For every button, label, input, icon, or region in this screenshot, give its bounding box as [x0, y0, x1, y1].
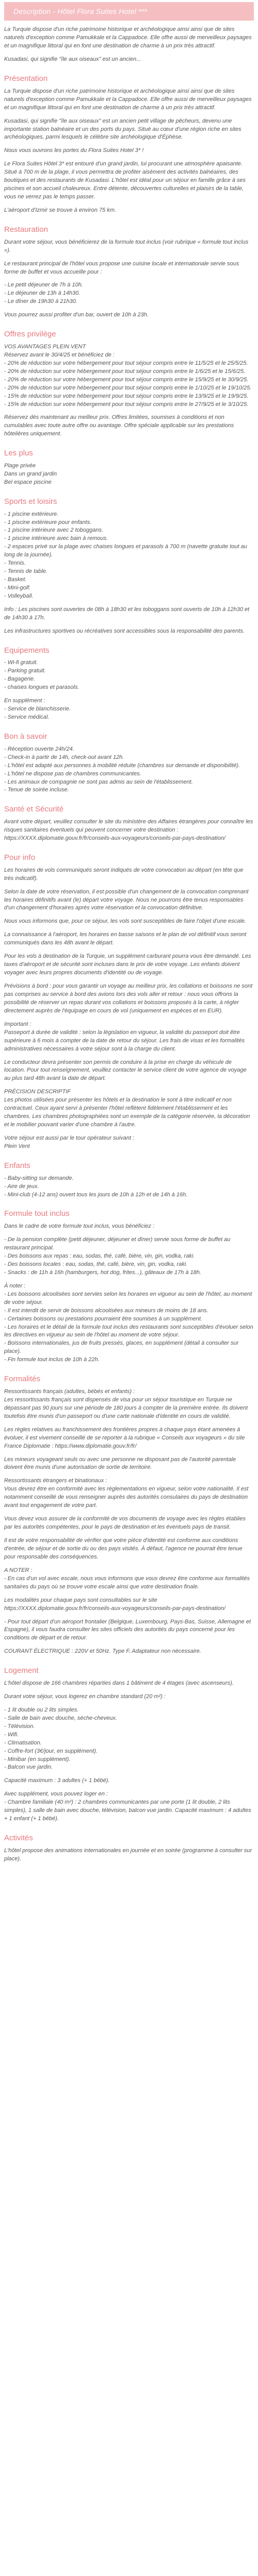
restauration-paragraph: Le restaurant principal de l'hôtel vous propose une cuisine locale et internationale servie sous forme de buffet et vous accueille pour :: [4, 260, 239, 275]
formalites-paragraph: Vous devez vous assurer de la conformité de vos documents de voyage avec les règles établies par les autorités compétentes, pour le pays de destination et les éventuels pays de transit.: [4, 1516, 246, 1531]
section-title: Les plus: [4, 449, 33, 458]
logement-paragraph: Durant votre séjour, vous logerez en chambre standard (20 m²) :: [4, 1693, 166, 1700]
formalites-section: [4, 1374, 254, 1656]
equipements-list: [4, 659, 254, 692]
sports-paragraph: Les infrastructures sportives ou récréatives sont accessibles sous la responsabilité des parents.: [4, 628, 245, 634]
equipements-extra-list: [4, 705, 254, 722]
plus-section: [4, 448, 254, 487]
offres-paragraph: Réservez dès maintenant au meilleur prix. Offres limitées, soumises à conditions et non cumulables avec toute autre offre ou avantage. Offre spéciale applicable sur les prestations hôtelières uniquement.: [4, 414, 234, 437]
list-item: - Tennis.: [4, 560, 26, 567]
enfants-list: [4, 1175, 254, 1199]
list-item: - De la pension complète (petit déjeuner, déjeuner et dîner) servie sous forme de buffet au restaurant principal.: [4, 1236, 231, 1251]
formule-paragraph: Dans le cadre de votre formule tout inclus, vous bénéficiez :: [4, 1223, 155, 1230]
list-item: - L'hôtel ne dispose pas de chambres communicantes.: [4, 770, 141, 777]
list-item: - Certaines boissons ou prestations pourraient être soumises à un supplément.: [4, 1315, 202, 1322]
info-paragraph: PRÉCISION DESCRIPTIF: [4, 1089, 71, 1095]
list-item: - Wi-fi gratuit.: [4, 659, 38, 666]
list-item: - Check-in à partir de 14h, check-out avant 12h.: [4, 754, 124, 760]
info-paragraph: Important :: [4, 1021, 31, 1027]
list-item: - Volleyball.: [4, 592, 34, 599]
activites-section: [4, 1833, 254, 1863]
list-item: - Des boissons aux repas : eau, sodas, thé, café, bière, vin, gin, vodka, raki.: [4, 1253, 195, 1260]
list-item: - Fin formule tout inclus de 10h à 22h.: [4, 1357, 100, 1363]
sante-paragraph: Avant votre départ, veuillez consulter le site du ministère des Affaires étrangères pour connaître les risques sanitaires éventuels qui peuvent concerner votre destination : https://XXXX.diplomatie.gouv.fr/fr/conseils-aux-voyageurs/conseils-par-pays-destination/: [4, 819, 253, 842]
list-item: - Salle de bain avec douche, sèche-cheveux.: [4, 1715, 117, 1721]
section-title: Activités: [4, 1834, 33, 1843]
list-item: - Basket.: [4, 577, 27, 583]
info-paragraph: Votre séjour est aussi par le tour opérateur suivant :: [4, 1135, 135, 1142]
list-item: Dans un grand jardin: [4, 470, 57, 477]
list-item: - Il est interdit de servir de boissons alcoolisées aux mineurs de moins de 18 ans.: [4, 1307, 208, 1314]
section-title: Pour info: [4, 853, 36, 862]
section-title: Présentation: [4, 74, 48, 83]
equipements-paragraph: En supplément :: [4, 698, 45, 704]
formule-paragraph: À noter :: [4, 1282, 26, 1289]
list-item: - Le dîner de 19h30 à 21h30.: [4, 298, 77, 305]
description-paragraph: Kusadasi, qui signifie "île aux oiseaux" est un ancien...: [4, 56, 141, 63]
restauration-paragraph: Durant votre séjour, vous bénéficierez de la formule tout inclus (voir rubrique « formule tout inclus »).: [4, 239, 249, 253]
enfants-section: [4, 1160, 254, 1199]
list-item: - Le déjeuner de 13h à 14h30.: [4, 290, 80, 297]
meal-list: [4, 281, 254, 306]
section-title: Santé et Sécurité: [4, 805, 64, 814]
list-item: - 1 piscine intérieure avec bain à remous.: [4, 535, 108, 542]
list-item: - Mini-club (4-12 ans) ouvert tous les jours de 10h à 12h et de 14h à 16h.: [4, 1191, 188, 1198]
list-item: - 1 piscine intérieure avec 2 toboggans.: [4, 527, 104, 534]
formalites-paragraph: Les ressortissants français sont dispensés de visa pour un séjour touristique en Turquie ne dépassant pas 90 jours sur une période de 180 jours à compter de la première entrée. Ils doivent toutefois être munis d'un passeport ou d'une carte nationale d'identité en cours de validité.: [4, 1396, 248, 1419]
restauration-paragraph: Vous pourrez aussi profiter d'un bar, ouvert de 10h à 23h.: [4, 312, 149, 318]
info-paragraph: La connaissance à l'aéroport, les horaires en basse saisons et le plan de vol définitif vous seront communiqués dans les 48h avant le départ.: [4, 931, 247, 946]
list-item: - Snacks : de 11h à 16h (hamburgers, hot dog, frites...), gâteaux de 17h à 18h.: [4, 1269, 201, 1276]
presentation-paragraph: L'aéroport d'Izmir se trouve à environ 75 km.: [4, 207, 116, 214]
list-item: - Baby-sitting sur demande.: [4, 1175, 74, 1181]
equipements-section: [4, 645, 254, 722]
sports-list: [4, 511, 254, 601]
list-item: - Télévision.: [4, 1723, 35, 1730]
list-item: - Réception ouverte 24h/24.: [4, 745, 74, 752]
list-item: - 15% de réduction sur votre hébergement pour tout séjour compris entre le 27/9/25 et le 3/10/25.: [4, 401, 249, 408]
list-item: - 15% de réduction sur votre hébergement pour tout séjour compris entre le 13/9/25 et le 19/9/25.: [4, 393, 249, 399]
offres-section: [4, 329, 254, 438]
info-paragraph: Passeport à durée de validité : selon la législation en vigueur, la validité du passeport doit être supérieure à 6 mois à compter de la date de retour du séjour. Les frais de visas et les formalités administratives nécessaires à votre séjour sont à la charge du client.: [4, 1029, 245, 1052]
formule-notes-list: [4, 1291, 254, 1364]
list-item: - Mini-golf.: [4, 585, 31, 591]
section-title: Formalités: [4, 1375, 41, 1384]
list-item: - 20% de réduction sur votre hébergement pour tout séjour compris entre le 11/5/25 et le 25/5/25.: [4, 360, 248, 366]
list-item: - Wifi.: [4, 1731, 19, 1738]
formule-list: [4, 1236, 254, 1277]
list-item: - Minibar (en supplément).: [4, 1756, 71, 1762]
info-paragraph: Les photos utilisées pour présenter les hôtels et la destination le sont à titre indicatif et non contractuel. Ceux ayant servi à présenter l'hôtel reflètent fidèlement l'établissement et les chambres. Les chambres photographiées sont un exemple de la catégorie réservée, la décoration et le mobilier pouvant varier d'une chambre à l'autre.: [4, 1097, 250, 1128]
list-item: - Climatisation.: [4, 1739, 42, 1746]
description-paragraph: La Turquie dispose d'un riche patrimoine historique et archéologique ainsi ainsi que de sites naturels d'exception comme Pamukkale et la Cappadoce. Elle offre aussi de merveilleux paysages et un magnifique littoral qui en font une destination de charme à un prix très attractif.: [4, 26, 252, 49]
info-paragraph: Selon la date de votre réservation, il est possible d'un changement de la convocation comprenant les horaires définitifs avant (le) départ votre voyage. Nous ne pourrons être tenus responsables d'un changement d'horaires après votre réservation et la convocation définitive.: [4, 888, 249, 911]
formalites-paragraph: - Pour tout départ d'un aéroport frontalier (Belgique, Luxembourg, Pays-Bas, Suisse, Allemagne et Espagne), il vous faudra consulter les sites officiels des autorités du pays concerné pour les conditions de départ et de retour.: [4, 1618, 251, 1641]
list-item: - Les horaires et le détail de la formule tout inclus des restaurants sont susceptibles d'évoluer selon les directives en vigueur au sein de l'hôtel au moment de votre séjour.: [4, 1324, 253, 1338]
list-item: - 1 piscine extérieure pour enfants.: [4, 519, 92, 526]
list-item: - 1 piscine extérieure.: [4, 511, 59, 517]
section-title: Offres privilège: [4, 330, 56, 339]
offres-list: [4, 360, 254, 409]
logement-section: [4, 1665, 254, 1823]
list-item: - Boissons internationales, jus de fruits pressés, glaces, en supplément (détail à consulter sur place).: [4, 1340, 239, 1355]
section-title: Enfants: [4, 1161, 30, 1170]
formalites-paragraph: Vous devrez être en conformité avec les réglementations en vigueur, selon votre nationalité. Il est notamment conseillé de vous renseigner auprès des autorités consulaires du pays de destination avant tout engagement de votre part.: [4, 1486, 249, 1509]
list-item: - Tenue de soirée incluse.: [4, 787, 69, 793]
formalites-paragraph: - En cas d'un vol avec escale, nous vous informons que vous devrez être conforme aux formalités sanitaires du pays où se trouve votre escale ainsi que votre destination finale.: [4, 1575, 250, 1590]
plus-list: [4, 462, 254, 487]
list-item: - Coffre-fort (3€/jour, en supplément).: [4, 1748, 98, 1754]
bienavoir-list: [4, 745, 254, 795]
info-paragraph: Pour les vols à destination de la Turquie, un supplément carburant pourra vous être demandé. Les taxes d'aéroport et de sécurité sont incluses dans le prix de votre voyage. Les enfants doivent voyager avec leurs propres documents d'identité ou de voyage.: [4, 953, 251, 976]
list-item: - Bagagerie.: [4, 676, 35, 683]
info-paragraph: Les horaires de vols communiqués seront indiqués de votre convocation au départ (en tête que très indicatif).: [4, 867, 244, 882]
formalites-paragraph: Les mineurs voyageant seuls ou avec une personne ne disposant pas de l'autorité parentale doivent être munis d'une autorisation de sortie de territoire.: [4, 1456, 236, 1471]
section-title: Logement: [4, 1666, 39, 1675]
list-item: - 20% de réduction sur votre hébergement pour tout séjour compris entre le 1/6/25 et le 15/6/25.: [4, 368, 246, 375]
formalites-paragraph: Il est de votre responsabilité de vérifier que votre pièce d'identité est conforme aux conditions d'entrée, de séjour et de sortie du ou des pays visités. À défaut, l'agence ne pourrait être tenue pour responsable des conséquences.: [4, 1537, 243, 1560]
formalites-paragraph: Les règles relatives au franchissement des frontières propres à chaque pays étant amenées à évoluer, il est vivement conseillé de se reporter à la rubrique « Conseils aux voyageurs » du site France Diplomatie : https://www.diplomatie.gouv.fr/fr/: [4, 1426, 245, 1449]
presentation-paragraph: Le Flora Suites Hôtel 3* est entouré d'un grand jardin, lui procurant une atmosphère apaisante. Situé à 700 m de la plage, il vous permettra de profiter aisément des activités balnéaires, des boutiques et des restaurants de Kusadasi. L'hôtel est idéal pour un séjour en famille grâce à ses piscines et son accueil chaleureux. Entre détente, découvertes culturelles et plaisirs de la table, vous ne verrez pas le temps passer.: [4, 161, 246, 200]
restauration-section: [4, 224, 254, 319]
list-item: - 20% de réduction sur votre hébergement pour tout séjour compris entre le 15/9/25 et le 30/9/25.: [4, 376, 249, 383]
title-bar: [4, 2, 254, 21]
presentation-section: [4, 73, 254, 215]
page-title: Description - Hôtel Flora Suites Hotel ***: [13, 7, 147, 15]
presentation-paragraph: Kusadasi, qui signifie "île aux oiseaux" est un ancien petit village de pêcheurs, devenu une importante station balnéaire et un des ports du pays. Situé au cœur d'une région riche en sites archéologiques, parmi lesquels le célèbre site archéologique d'Éphèse.: [4, 117, 241, 141]
activites-paragraph: L'hôtel propose des animations internationales en journée et en soirée (programme à consulter sur place).: [4, 1847, 252, 1862]
list-item: Plage privée: [4, 463, 36, 469]
sports-section: [4, 496, 254, 636]
formalites-paragraph: Ressortissants étrangers et binationaux :: [4, 1478, 107, 1484]
list-item: - Service médical.: [4, 714, 50, 721]
presentation-paragraph: Nous vous ouvrons les portes du Flora Suites Hotel 3* !: [4, 147, 144, 154]
section-title: Equipements: [4, 646, 50, 655]
list-item: - Parking gratuit.: [4, 668, 46, 674]
section-title: Formule tout inclus: [4, 1209, 70, 1218]
list-item: - Les boissons alcoolisées sont servies selon les horaires en vigueur au sein de l'hôtel, au moment de votre séjour.: [4, 1291, 252, 1306]
list-item: Bel espace piscine: [4, 479, 52, 485]
list-item: - L'hôtel est adapté aux personnes à mobilité réduite (chambres sur demande et disponibilité).: [4, 762, 240, 769]
list-item: - Aire de jeux.: [4, 1183, 39, 1190]
logement-paragraph: Avec supplément, vous pouvez loger en :: [4, 1791, 108, 1798]
page: [0, 2, 258, 1889]
bienavoir-section: [4, 731, 254, 794]
list-item: - 20% de réduction sur votre hébergement pour tout séjour compris entre le 1/10/25 et le 19/10/25.: [4, 384, 252, 391]
section-title: Restauration: [4, 225, 49, 234]
list-item: - Les animaux de compagnie ne sont pas admis au sein de l'établissement.: [4, 778, 193, 785]
info-paragraph: Le conducteur devra présenter son permis de conduire à la prise en charge du véhicule de location. Pour tout renseignement, veuillez contacter le service client de votre agence de voyage au plus tard 48h avant la date de départ.: [4, 1059, 247, 1082]
logement-paragraph: - Chambre familiale (40 m²) : 2 chambres communicantes par une porte (1 lit double, 2 lits simples), 1 salle de bain avec douche, télévision, balcon vue jardin. Capacité maximum : 4 adultes + 1 enfant (+ 1 bébé).: [4, 1799, 251, 1822]
info-paragraph: Plein Vent: [4, 1143, 30, 1149]
section-title: Bon à savoir: [4, 732, 47, 741]
list-item: - Tennis de table.: [4, 568, 47, 575]
formalites-paragraph: Les modalités pour chaque pays sont consultables sur le site https://XXXX.diplomatie.gouv.fr/fr/conseils-aux-voyageurs/conseils-par-pays-destination/: [4, 1597, 225, 1612]
formalites-paragraph: A NOTER :: [4, 1567, 33, 1573]
list-item: - Des boissons locales : eau, sodas, thé, café, bière, vin, gin, vodka, raki.: [4, 1261, 188, 1267]
formalites-paragraph: Ressortissants français (adultes, bébés et enfants) :: [4, 1388, 135, 1395]
section-title: Sports et loisirs: [4, 497, 57, 506]
list-item: - Service de blanchisserie.: [4, 706, 71, 713]
description-section: [4, 26, 254, 64]
formule-section: [4, 1208, 254, 1364]
list-item: - 2 espaces privé sur la plage avec chaises longues et parasols à 700 m (navette gratuite tout au long de la journée).: [4, 544, 247, 558]
sports-paragraph: Info : Les piscines sont ouvertes de 08h à 18h30 et les toboggans sont ouverts de 10h à 12h30 et de 14h30 à 17h.: [4, 606, 250, 621]
list-item: - 1 lit double ou 2 lits simples.: [4, 1706, 79, 1713]
sante-section: [4, 804, 254, 843]
list-item: - Balcon vue jardin.: [4, 1764, 53, 1771]
presentation-paragraph: La Turquie dispose d'un riche patrimoine historique et archéologique ainsi ainsi que de sites naturels d'exception comme Pamukkale et la Cappadoce. Elle offre aussi de merveilleux paysages et un magnifique littoral qui en font une destination de charme à un prix très attractif.: [4, 88, 252, 111]
list-item: - chaises longues et parasols.: [4, 684, 79, 691]
info-section: [4, 852, 254, 1151]
offres-paragraph: Réservez avant le 30/4/25 et bénéficiez de :: [4, 351, 115, 358]
formalites-paragraph: COURANT ÉLECTRIQUE : 220V et 50Hz. Type F. Adaptateur non nécessaire.: [4, 1648, 201, 1655]
info-paragraph: Nous vous informons que, pour ce séjour, les vols sont susceptibles de faire l'objet d'une escale.: [4, 918, 246, 925]
logement-paragraph: Capacité maximum : 3 adultes (+ 1 bébé).: [4, 1777, 110, 1784]
list-item: - Le petit déjeuner de 7h à 10h.: [4, 282, 83, 289]
logement-paragraph: L'hôtel dispose de 166 chambres réparties dans 1 bâtiment de 4 étages (avec ascenseurs).: [4, 1680, 234, 1687]
logement-list: [4, 1706, 254, 1772]
info-paragraph: Prévisions à bord : pour vous garantir un voyage au meilleur prix, les collations et boissons ne sont pas comprises au service à bord des avions lors des vols aller et retour : nous vous offrons la possibilité de réserver un repas durant vos collations et boissons proposés à la carte, à régler directement auprès de l'équipage en cours de vol (uniquement en espèces et en EUR).: [4, 983, 253, 1014]
offres-subtitle: VOS AVANTAGES PLEIN VENT: [4, 343, 86, 350]
